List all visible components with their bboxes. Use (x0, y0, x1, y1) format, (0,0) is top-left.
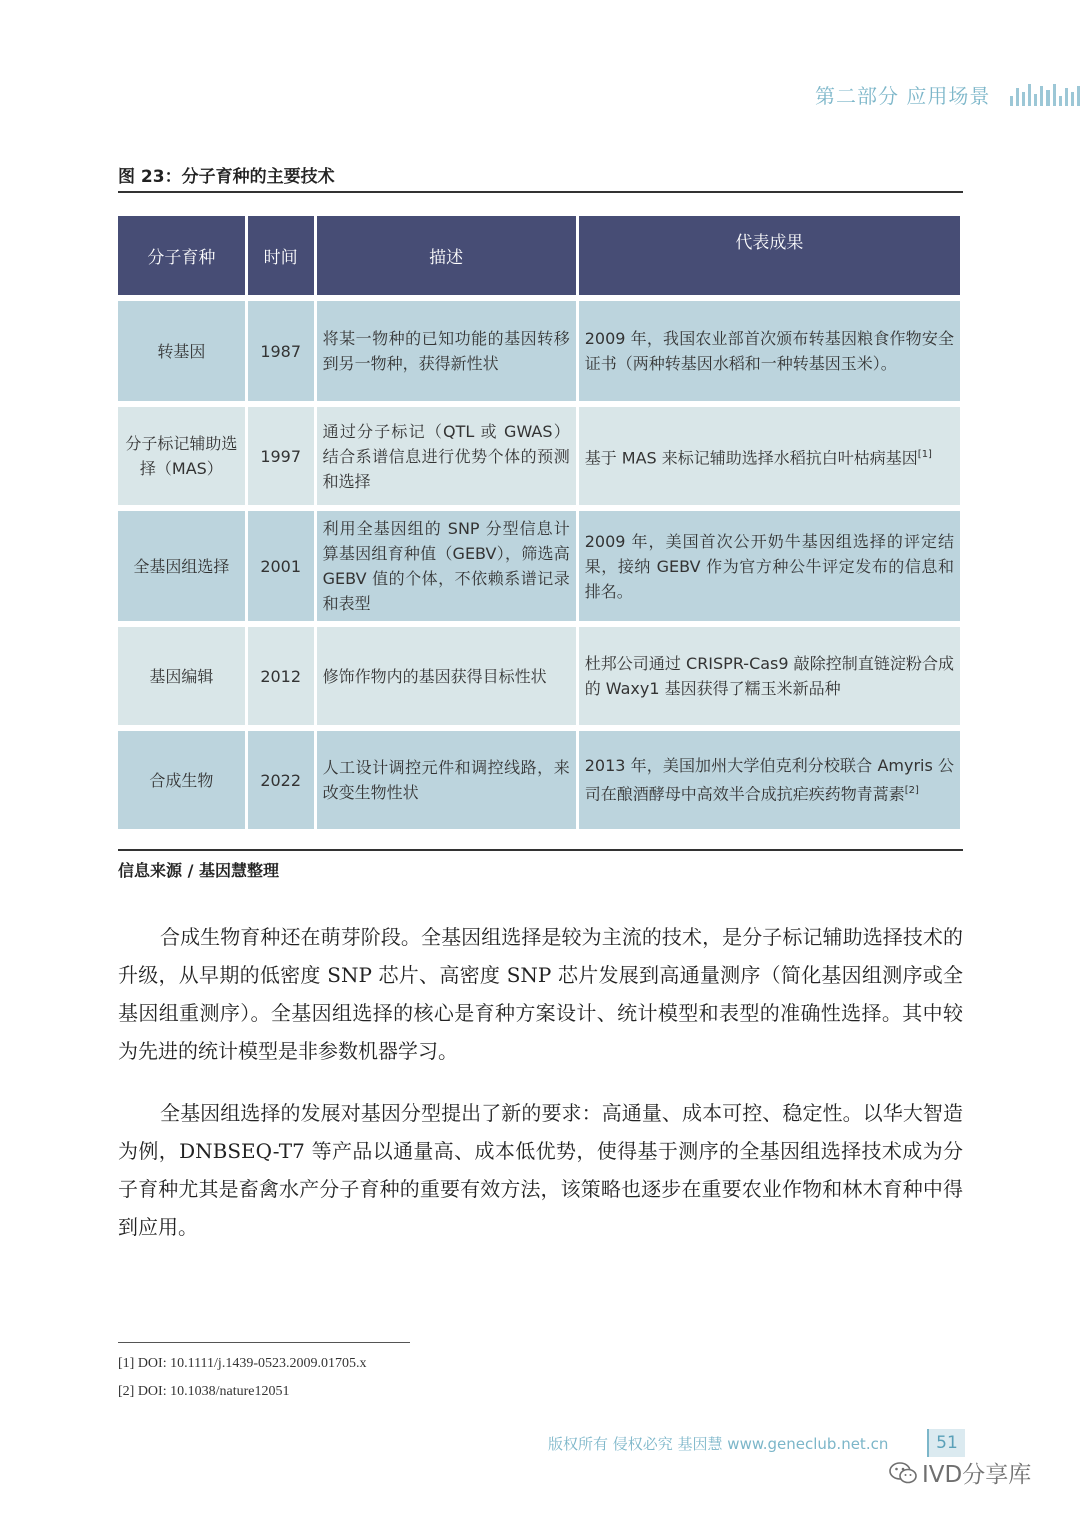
cell-description: 人工设计调控元件和调控线路，来改变生物性状 (317, 731, 576, 829)
table-header-row (118, 216, 960, 295)
cell-year: 2022 (248, 731, 314, 829)
section-header: 第二部分 应用场景 (815, 84, 991, 108)
footnote-rule (118, 1342, 410, 1343)
cell-result (579, 301, 960, 401)
page-number: 51 (927, 1429, 965, 1457)
column-header: 代表成果 (579, 216, 960, 295)
figure-top-rule (118, 191, 963, 193)
cell-year: 2001 (248, 511, 314, 621)
table-row (118, 511, 960, 621)
column-header: 分子育种 (118, 216, 245, 295)
cell-description: 通过分子标记（QTL 或 GWAS）结合系谱信息进行优势个体的预测和选择 (317, 407, 576, 505)
citation-ref: [2] (904, 785, 919, 797)
cell-technology: 分子标记辅助选择（MAS） (118, 407, 245, 505)
cell-result (579, 731, 960, 829)
figure-source: 信息来源 / 基因慧整理 (118, 861, 279, 880)
header-decoration (1010, 82, 1080, 106)
cell-year: 1987 (248, 301, 314, 401)
table-row (118, 407, 960, 505)
cell-result (579, 511, 960, 621)
figure-title: 图 23：分子育种的主要技术 (118, 167, 335, 187)
cell-year: 2012 (248, 627, 314, 725)
technology-table (118, 216, 963, 835)
citation-ref: [1] (917, 448, 932, 460)
cell-technology: 基因编辑 (118, 627, 245, 725)
table-row (118, 627, 960, 725)
table-row (118, 731, 960, 829)
column-header: 时间 (248, 216, 314, 295)
figure-bottom-rule (118, 849, 963, 851)
footnote: [1] DOI: 10.1111/j.1439-0523.2009.01705.x (118, 1356, 367, 1371)
body-paragraph-1: 合成生物育种还在萌芽阶段。全基因组选择是较为主流的技术，是分子标记辅助选择技术的升级，从早期的低密度 SNP 芯片、高密度 SNP 芯片发展到高通量测序（简化基因组测序或全基因组重测序）。全基因组选择的核心是育种方案设计、统计模型和表型的准确性选择。其中较为先进的统计模型是非参数机器学习。 (118, 925, 963, 1063)
result-text: 杜邦公司通过 CRISPR-Cas9 敲除控制直链淀粉合成的 Waxy1 基因获得了糯玉米新品种 (584, 654, 954, 698)
watermark-text: IVD分享库 (922, 1462, 1032, 1488)
cell-technology: 全基因组选择 (118, 511, 245, 621)
result-text: 2009 年，我国农业部首次颁布转基因粮食作物安全证书（两种转基因水稻和一种转基因玉米）。 (584, 329, 954, 373)
footer-copyright: 版权所有 侵权必究 基因慧 www.geneclub.net.cn (548, 1435, 889, 1453)
cell-result (579, 407, 960, 505)
body-paragraph-2: 全基因组选择的发展对基因分型提出了新的要求：高通量、成本可控、稳定性。以华大智造为例，DNBSEQ-T7 等产品以通量高、成本低优势，使得基于测序的全基因组选择技术成为分子育种尤其是畜禽水产分子育种的重要有效方法，该策略也逐步在重要农业作物和林木育种中得到应用。 (118, 1101, 963, 1239)
cell-description: 将某一物种的已知功能的基因转移到另一物种，获得新性状 (317, 301, 576, 401)
result-text: 基于 MAS 来标记辅助选择水稻抗白叶枯病基因 (584, 448, 918, 468)
result-text: 2013 年，美国加州大学伯克利分校联合 Amyris 公司在酿酒酵母中高效半合成抗疟疾药物青蒿素 (584, 756, 954, 804)
cell-description: 修饰作物内的基因获得目标性状 (317, 627, 576, 725)
column-header: 描述 (317, 216, 576, 295)
cell-result (579, 627, 960, 725)
footnote: [2] DOI: 10.1038/nature12051 (118, 1384, 290, 1399)
wechat-icon (888, 1460, 918, 1486)
table-row (118, 301, 960, 401)
cell-technology: 转基因 (118, 301, 245, 401)
cell-year: 1997 (248, 407, 314, 505)
watermark (888, 1456, 1031, 1489)
cell-description: 利用全基因组的 SNP 分型信息计算基因组育种值（GEBV），筛选高 GEBV 值的个体，不依赖系谱记录和表型 (317, 511, 576, 621)
result-text: 2009 年，美国首次公开奶牛基因组选择的评定结果，接纳 GEBV 作为官方种公牛评定发布的信息和排名。 (584, 531, 954, 601)
cell-technology: 合成生物 (118, 731, 245, 829)
